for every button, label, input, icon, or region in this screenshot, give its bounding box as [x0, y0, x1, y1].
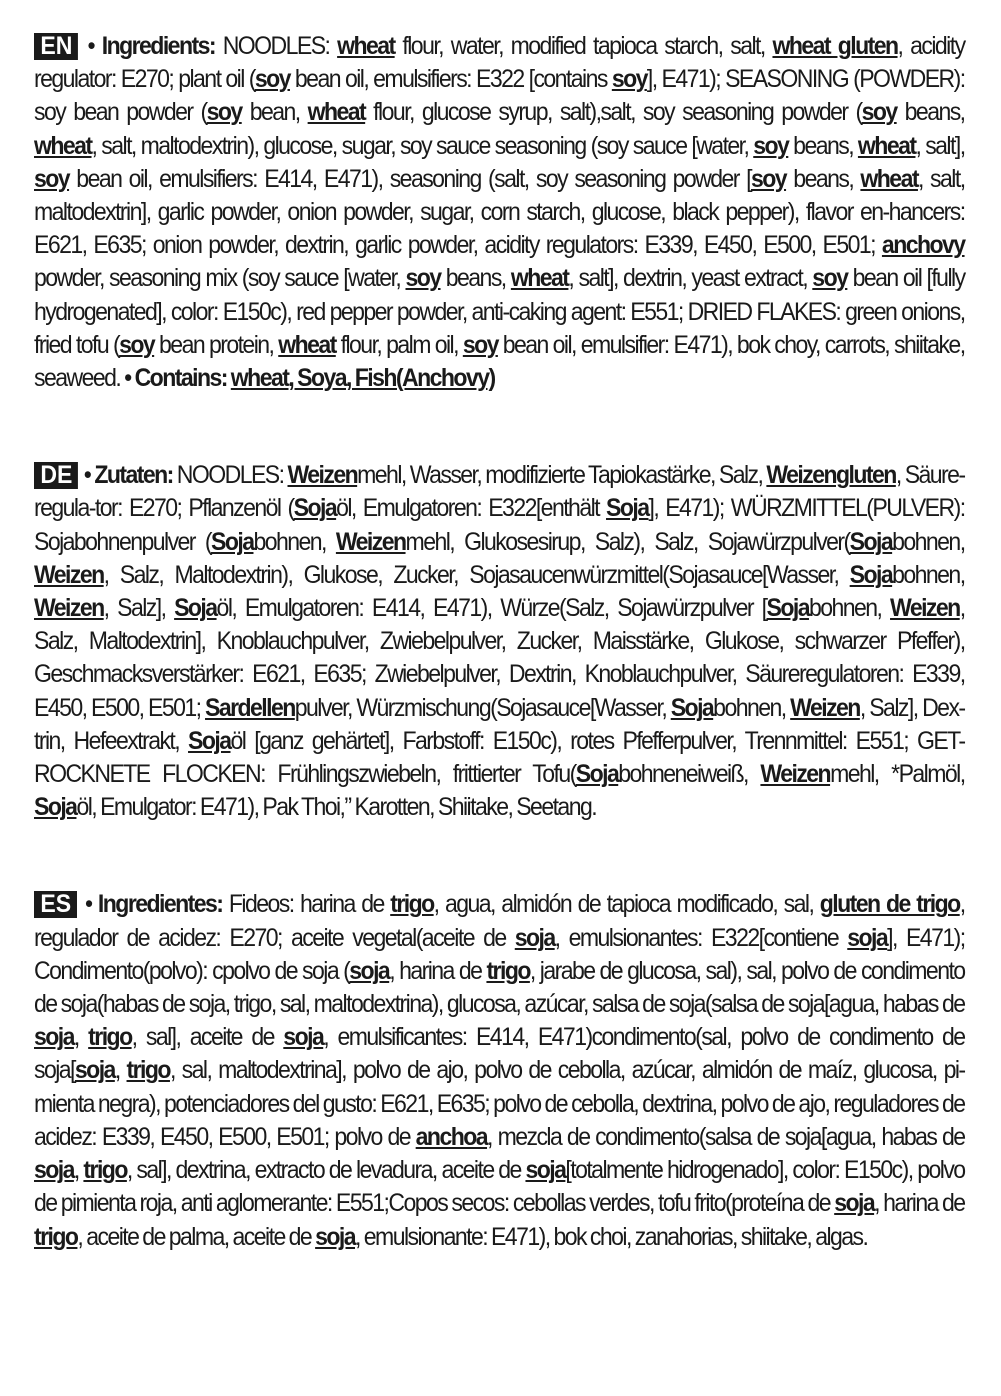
allergen-text: soja	[525, 1156, 566, 1185]
allergen-text: trigo	[390, 890, 434, 919]
ingredient-text: , emulsionante: E471), bok choi, zanahorias, shiitake, algas.	[355, 1222, 868, 1251]
ingredient-text: beans,	[786, 164, 861, 193]
ingredient-text: ], E471); SEASONING (POWDER): soy bean powder (	[34, 65, 965, 127]
ingredients-text-en	[34, 32, 965, 392]
ingredients-text-de	[34, 461, 965, 821]
ingredient-text: NOODLES:	[214, 32, 338, 60]
allergen-text: Soja	[188, 726, 231, 755]
allergen-text: Soja	[849, 560, 893, 589]
allergen-text: Soja	[174, 594, 217, 623]
ingredient-text: flour, glucose syrup, salt),salt, soy seasoning powder (	[365, 98, 862, 127]
allergen-text: soy	[405, 264, 441, 293]
ingredients-heading: Zutaten:	[94, 461, 173, 490]
ingredient-text: ,	[73, 1156, 84, 1185]
allergen-text: soy	[206, 98, 242, 127]
allergen-text: trigo	[486, 956, 530, 985]
ingredients-section-es	[34, 888, 965, 1253]
ingredient-text: •	[79, 461, 95, 490]
allergen-text: Soja	[606, 494, 649, 523]
ingredient-text: mehl, Glukosesirup, Salz), Salz, Sojawürzpulver(	[405, 527, 850, 556]
allergen-text: soja	[34, 1156, 74, 1185]
ingredient-text: pulver, Würzmischung(Sojasauce[Wasser,	[294, 693, 671, 722]
allergen-text: soja	[514, 923, 555, 952]
ingredient-text: bean,	[241, 98, 308, 127]
allergen-text: soy	[861, 98, 897, 127]
ingredient-text: , salt, maltodextrin], garlic powder, onion powder, sugar, corn starch, glucose, black pepper), flavor en-hancers: E621, E635; onion powder, dextrin, garlic powder, acidity regulators: E339, E450, E500, E501;	[34, 164, 965, 260]
allergen-text: gluten de trigo	[819, 890, 960, 919]
allergen-text: soy	[119, 330, 155, 359]
allergen-text: Weizengluten	[766, 461, 896, 490]
allergen-text: soja	[34, 1023, 74, 1052]
ingredient-text: bean oil, emulsifiers: E322 [contains	[289, 65, 612, 94]
ingredient-text: , Salz], Dex-trin, Hefeextrakt,	[34, 693, 965, 755]
allergen-text: wheat	[510, 264, 569, 293]
allergen-text: wheat	[337, 32, 395, 60]
ingredient-text: [totalmente hidrogenado], color: E150c), polvo de pimienta roja, anti aglomerante: E551;Copos secos: cebollas verdes, tofu frito(proteína de	[34, 1156, 965, 1218]
ingredient-text: flour, palm oil,	[335, 330, 463, 359]
allergen-text: trigo	[83, 1156, 127, 1185]
ingredient-text: öl, Emulgator: E471), Pak Thoi,” Karotten, Shiitake, Seetang.	[76, 793, 597, 822]
allergen-text: Weizen	[790, 693, 860, 722]
language-badge-en: EN	[34, 33, 78, 60]
allergen-text: soy	[462, 330, 498, 359]
ingredients-section-de	[34, 459, 965, 824]
ingredients-heading: Ingredients:	[101, 32, 215, 60]
allergen-text: soy	[34, 164, 70, 193]
allergen-text: soy	[751, 164, 787, 193]
ingredient-text: •	[78, 890, 98, 919]
ingredients-text-es	[34, 890, 965, 1250]
ingredient-text: bean oil [fully hydrogenated], color: E150c), red pepper powder, anti-caking agent: E551; DRIED FLAKES: green onions, fried tofu (	[34, 264, 965, 359]
ingredient-text: , Salz, Maltodextrin], Knoblauchpulver, Zwiebelpulver, Zucker, Maisstärke, Glukose, schwarzer Pfeffer), Geschmacksverstärker: E621, E635; Zwiebelpulver, Dextrin, Knoblauchpulver, Säureregulatoren: E339, E450, E500, E501;	[34, 594, 965, 722]
ingredient-text: , regulador de acidez: E270; aceite vegetal(aceite de	[34, 890, 965, 952]
ingredient-text: beans,	[788, 131, 858, 160]
ingredients-heading: Ingredientes:	[97, 890, 223, 919]
ingredient-text: bean protein,	[154, 330, 279, 359]
ingredient-text: , acidity regulator: E270; plant oil (	[34, 32, 965, 94]
ingredient-text: öl, Emulgatoren: E322[enthält	[336, 494, 607, 523]
ingredient-text: , sal], dextrina, extracto de levadura, aceite de	[126, 1156, 526, 1185]
ingredient-text: , jarabe de glucosa, sal), sal, polvo de condimento de soja(habas de soja, trigo, sal, maltodextrina), glucosa, azúcar, salsa de soja(salsa de soja[agua, habas de	[34, 956, 965, 1019]
ingredient-text: bohnen,	[713, 693, 791, 722]
allergen-text: wheat	[34, 131, 92, 160]
allergen-text: Soja	[849, 527, 893, 556]
allergen-text: anchovy	[881, 231, 965, 260]
allergen-text: Soja	[34, 793, 77, 822]
allergen-text: Soja	[670, 693, 714, 722]
ingredient-text: , aceite de palma, aceite de	[77, 1222, 316, 1251]
ingredient-text: , salt, maltodextrin), glucose, sugar, soy sauce seasoning (soy sauce [water,	[91, 131, 754, 160]
ingredient-text: flour, water, modified tapioca starch, salt,	[394, 32, 773, 60]
ingredient-text: beans,	[440, 264, 511, 293]
ingredient-text: bean oil, emulsifiers: E414, E471), seasoning (salt, soy seasoning powder [	[69, 164, 752, 193]
ingredient-text: , emulsificantes: E414, E471)condimento(sal, polvo de condimento de soja[	[34, 1023, 965, 1085]
language-badge-es: ES	[34, 891, 77, 918]
allergen-text: trigo	[34, 1222, 78, 1251]
ingredient-text: , harina de	[389, 956, 487, 985]
ingredient-text: , Säure-regula-tor: E270; Pflanzenöl (	[34, 461, 965, 523]
ingredient-text: bohnen,	[808, 594, 891, 623]
allergen-text: Soja	[766, 594, 809, 623]
ingredient-text: , salt],	[915, 131, 965, 160]
ingredient-text: ,	[73, 1023, 89, 1052]
allergen-text: soja	[283, 1023, 324, 1052]
ingredient-text: mehl, Wasser, modifizierte Tapiokastärke, Salz,	[357, 461, 767, 490]
ingredient-text: powder, seasoning mix (soy sauce [water,	[34, 264, 406, 293]
ingredient-text: NOODLES:	[172, 461, 288, 490]
ingredient-text: bohnen,	[892, 527, 965, 556]
allergen-text: Weizen	[34, 594, 104, 623]
ingredient-text: , agua, almidón de tapioca modificado, sal,	[433, 890, 820, 919]
allergen-text: wheat, Soya, Fish(Anchovy)	[230, 364, 495, 393]
ingredient-text: ,	[114, 1056, 127, 1085]
ingredient-text: •	[79, 32, 102, 60]
allergen-text: wheat	[278, 330, 336, 359]
allergen-text: soja	[349, 956, 390, 985]
allergen-text: wheat	[307, 98, 366, 127]
allergen-text: Weizen	[287, 461, 358, 490]
allergen-text: soy	[254, 65, 290, 94]
ingredients-section-en	[34, 30, 965, 395]
allergen-text: anchoa	[415, 1122, 488, 1151]
allergen-text: wheat	[857, 131, 916, 160]
ingredient-text: , mezcla de condimento(salsa de soja[agua, habas de	[487, 1122, 965, 1151]
ingredient-text: , sal, maltodextrina], polvo de ajo, polvo de cebolla, azúcar, almidón de maíz, glucosa, pi-mienta negra), potenciadores del gusto: E621, E635; polvo de cebolla, dextrina, polvo de ajo, reguladores de acidez: E339, E450, E500, E501; polvo de	[34, 1056, 965, 1151]
ingredient-text: ], E471); Condimento(polvo): cpolvo de soja (	[34, 923, 965, 985]
ingredient-text: , harina de	[874, 1189, 965, 1218]
ingredient-text: bohnen,	[253, 527, 336, 556]
ingredients-heading: Contains:	[134, 364, 227, 393]
allergen-text: trigo	[88, 1023, 132, 1052]
ingredient-text: ], E471); WÜRZMITTEL(PULVER): Sojabohnenpulver (	[34, 494, 965, 556]
ingredient-text: , Salz, Maltodextrin), Glukose, Zucker, Sojasaucenwürzmittel(Sojasauce[Wasser,	[103, 560, 850, 589]
ingredient-text: Fideos: harina de	[222, 890, 391, 919]
ingredient-text: , sal], aceite de	[131, 1023, 284, 1052]
allergen-text: soy	[611, 65, 647, 94]
allergen-text: wheat gluten	[772, 32, 898, 60]
ingredient-text: bohneneiweiß,	[618, 760, 761, 789]
language-badge-de: DE	[34, 462, 78, 489]
allergen-text: Soja	[575, 760, 619, 789]
allergen-text: soy	[753, 131, 789, 160]
allergen-text: soy	[812, 264, 848, 293]
ingredient-text: , emulsionantes: E322[contiene	[554, 923, 848, 952]
ingredient-text: öl, Emulgatoren: E414, E471), Würze(Salz, Sojawürzpulver [	[216, 594, 767, 623]
allergen-text: soja	[834, 1189, 875, 1218]
ingredient-text: beans,	[896, 98, 965, 127]
allergen-text: wheat	[860, 164, 918, 193]
allergen-text: Soja	[211, 527, 254, 556]
allergen-text: Weizen	[34, 560, 104, 589]
allergen-text: Weizen	[335, 527, 406, 556]
allergen-text: soja	[315, 1222, 356, 1251]
allergen-text: trigo	[126, 1056, 170, 1085]
allergen-text: Sardellen	[205, 693, 295, 722]
allergen-text: Soja	[293, 494, 337, 523]
allergen-text: soja	[847, 923, 888, 952]
ingredient-text: , Salz],	[103, 594, 175, 623]
allergen-text: soja	[74, 1056, 115, 1085]
ingredient-text: bohnen,	[892, 560, 965, 589]
ingredient-text: bean oil, emulsifier: E471), bok choy, carrots, shiitake, seaweed. •	[34, 330, 965, 393]
allergen-text: Weizen	[760, 760, 831, 789]
ingredient-text: öl [ganz gehärtet], Farbstoff: E150c), rotes Pfefferpulver, Trennmittel: E551; GET-ROCKNETE FLOCKEN: Frühlingszwiebeln, frittierter Tofu(	[34, 726, 965, 789]
ingredient-text: , salt], dextrin, yeast extract,	[568, 264, 813, 293]
ingredient-text: mehl, *Palmöl,	[830, 760, 965, 789]
allergen-text: Weizen	[890, 594, 960, 623]
